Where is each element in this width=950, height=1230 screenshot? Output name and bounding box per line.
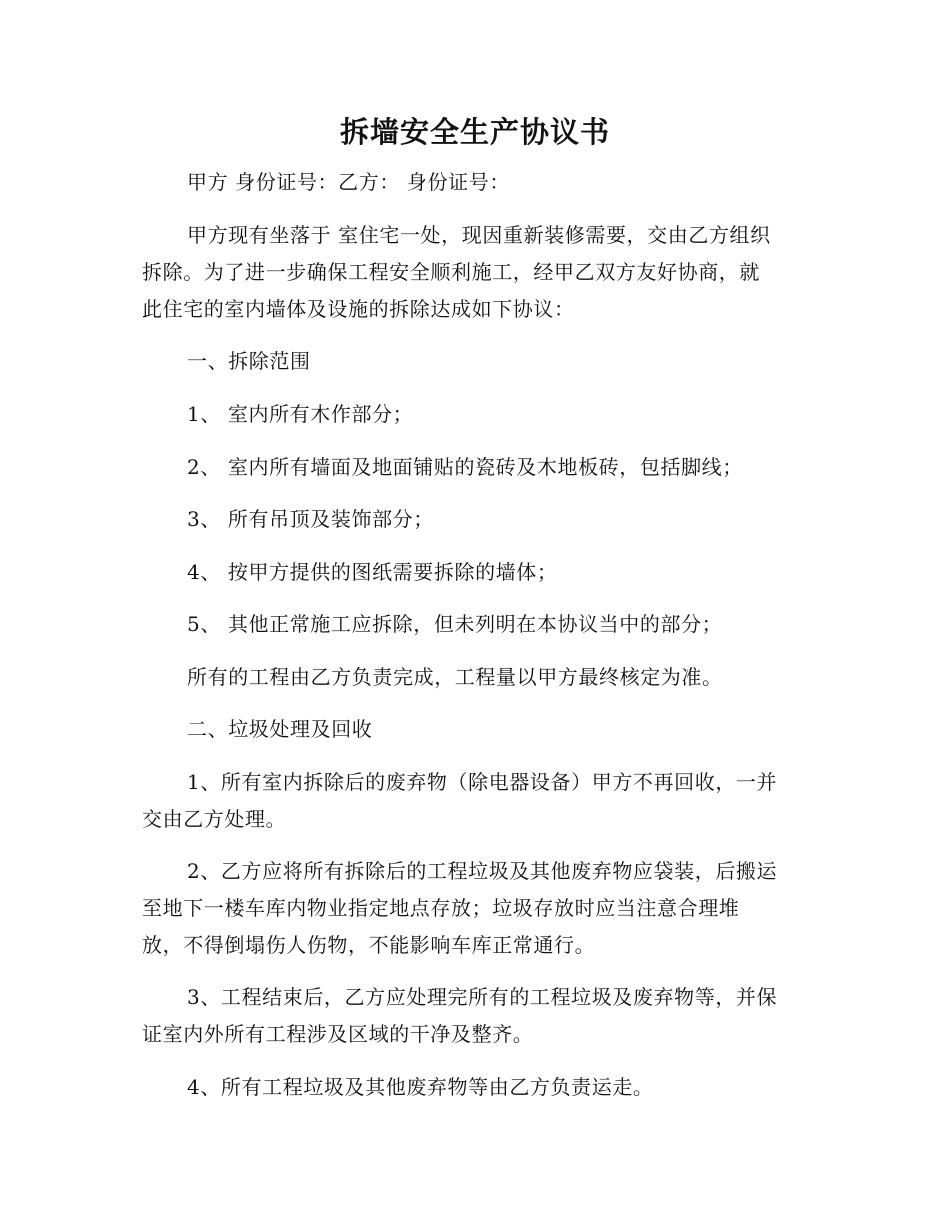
section2-para3-line2: 证室内外所有工程涉及区域的干净及整齐。 [142,1022,534,1046]
section2-para3-line1: 3、工程结束后，乙方应处理完所有的工程垃圾及废弃物等，并保 [187,985,778,1009]
section2-para2-line2: 至地下一楼车库内物业指定地点存放；垃圾存放时应当注意合理堆 [142,896,740,920]
section1-item-1: 1、 室内所有木作部分； [187,402,414,426]
section2-heading: 二、垃圾处理及回收 [187,717,373,741]
section2-para1-line2: 交由乙方处理。 [142,807,287,831]
section2-para2-line3: 放，不得倒塌伤人伤物，不能影响车库正常通行。 [142,933,596,957]
section2-para2-line1: 2、乙方应将所有拆除后的工程垃圾及其他废弃物应袋装，后搬运 [187,859,778,883]
party-info-line: 甲方 身份证号：乙方： 身份证号： [187,170,510,194]
intro-line-1: 甲方现有坐落于 室住宅一处，现因重新装修需要，交由乙方组织 [187,223,771,247]
section1-item-2: 2、 室内所有墙面及地面铺贴的瓷砖及木地板砖，包括脚线； [187,455,743,479]
section1-item-3: 3、 所有吊顶及装饰部分； [187,507,434,531]
section2-para1-line1: 1、所有室内拆除后的废弃物（除电器设备）甲方不再回收，一并 [187,770,778,794]
section2-para4-line1: 4、所有工程垃圾及其他废弃物等由乙方负责运走。 [187,1075,654,1099]
section1-item-5: 5、 其他正常施工应拆除，但未列明在本协议当中的部分； [187,612,723,636]
intro-line-2: 拆除。为了进一步确保工程安全顺利施工，经甲乙双方友好协商，就 [142,260,760,284]
section1-item-4: 4、 按甲方提供的图纸需要拆除的墙体； [187,560,558,584]
document-title: 拆墙安全生产协议书 [339,115,610,149]
section1-heading: 一、拆除范围 [187,349,311,373]
intro-line-3: 此住宅的室内墙体及设施的拆除达成如下协议： [142,297,575,321]
section1-note: 所有的工程由乙方负责完成，工程量以甲方最终核定为准。 [187,665,723,689]
